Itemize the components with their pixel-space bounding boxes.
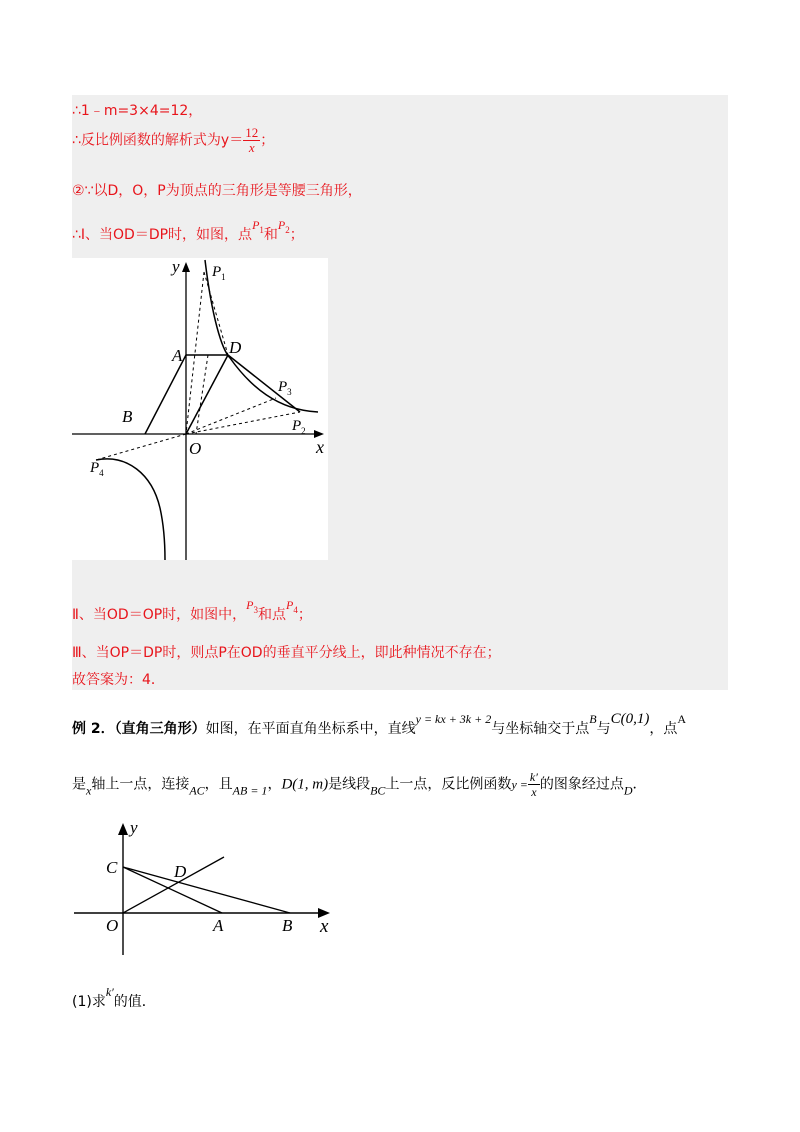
fig2-O-label: O (106, 916, 119, 935)
question-1: (1)求k′的值． (72, 985, 156, 1010)
example-2-line-1: 例 2．（直角三角形）如图，在平面直角坐标系中，直线y = kx + 3k + 2与坐标轴交于点B与C(0,1)，点A (72, 711, 686, 737)
fig2-C-label: C (106, 858, 118, 877)
fig1-x-label: x (316, 437, 324, 457)
solution-line-1: ∴1﹣m=3×4=12， (72, 103, 203, 119)
fig2-x-label: x (320, 916, 329, 937)
fig2-D-label: D (174, 862, 187, 881)
fig1-P1-label: $P_1$ (212, 264, 226, 282)
fig1-D-label: D (229, 338, 242, 357)
figure-2-diagram (72, 815, 344, 955)
solution-line-7: 故答案为：4． (72, 672, 165, 688)
solution-line-5: Ⅱ、当OD＝OP时，如图中，$P^3$和点$P^4$； (72, 598, 312, 623)
fig1-B-label: B (122, 407, 133, 426)
fraction-k-over-x: $\frac{k'}{x}$ (529, 770, 538, 799)
figure-1-diagram (72, 258, 328, 560)
solution-line-2: ∴反比例函数的解析式为y＝ $\frac{12}{x}$ ； (72, 125, 275, 155)
solution-line-3: ②∵以D，O，P为顶点的三角形是等腰三角形， (72, 183, 362, 199)
fig2-A-label: A (213, 916, 224, 935)
solution-line-4: ∴Ⅰ、当OD＝DP时，如图，点$P^1$和$P^2$； (72, 218, 304, 243)
fig1-P2-label: $P_2$ (292, 418, 306, 436)
solution-line-6: Ⅲ、当OP＝DP时，则点P在OD的垂直平分线上，即此种情况不存在； (72, 645, 501, 661)
fig2-y-label: y (130, 818, 138, 837)
fig1-y-label: y (172, 258, 180, 276)
fig1-O-label: O (189, 439, 202, 458)
fig1-P4-label: $P_4$ (90, 460, 104, 478)
example-2-title: 例 2．（直角三角形） (72, 721, 206, 737)
fig1-A-label: A (172, 346, 183, 365)
fig2-B-label: B (282, 916, 293, 935)
fraction-12-over-x: $\frac{12}{x}$ (245, 125, 259, 155)
fig1-P3-label: $P_3$ (278, 379, 292, 397)
example-2-line-2: 是x轴上一点，连接AC，且AB = 1，D(1, m)是线段BC上一点，反比例函数y = $\frac{k'}{x}$ 的图象经过点D． (72, 770, 647, 799)
